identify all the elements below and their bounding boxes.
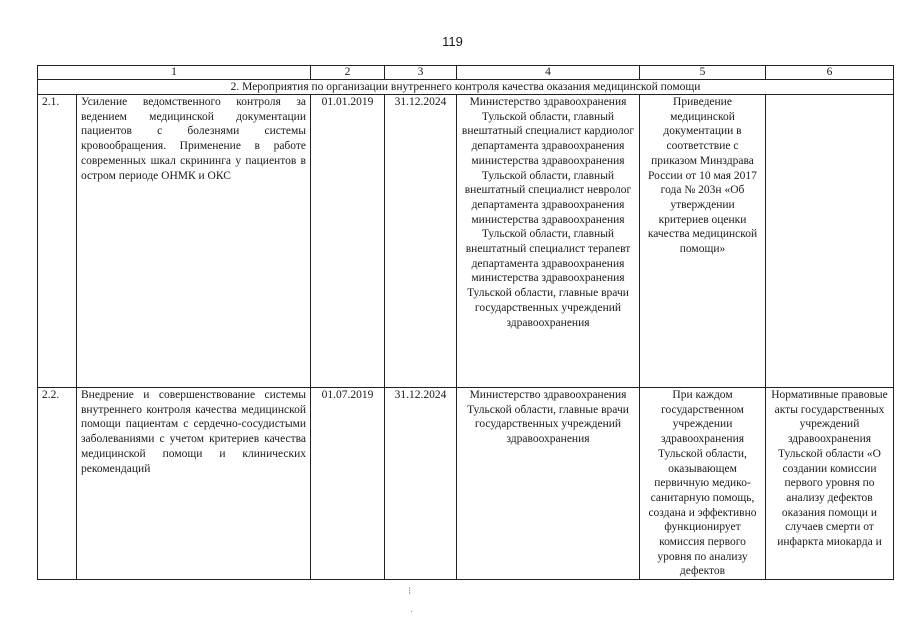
measure-text: Усиление ведомственного контроля за ведением медицинской документации пациентов с болезнями системы кровообращения. Применение в работе современных шкал скрининга у пациентов в остром периоде ОНМК и ОКС <box>77 95 311 388</box>
responsible-text: Министерство здравоохранения Тульской области, главный внештатный специалист кардиолог департамента здравоохранения министерства здравоохранения Тульской области, главный внештатный специалист невролог департамента здравоохранения министерства здравоохранения Тульской области, главный внештатный специалист терапевт департамента здравоохранения министерства здравоохранения Тульской области, главные врачи государственных учреждений здравоохранения <box>457 95 640 388</box>
responsible-text: Министерство здравоохранения Тульской области, главные врачи государственных учреждений здравоохранения <box>457 388 640 580</box>
document-text: Нормативные правовые акты государственных учреждений здравоохранения Тульской области «О создании комиссии первого уровня по анализу дефектов оказания помощи и случаев смерти от инфаркта миокарда и <box>766 388 894 580</box>
measures-table <box>37 65 894 580</box>
result-text: Приведение медицинской документации в соответствие с приказом Минздрава России от 10 мая 2017 года № 203н «Об утверждении критериев оценки качества медицинской помощи» <box>640 95 766 388</box>
column-number: 5 <box>640 66 766 80</box>
column-number: 3 <box>385 66 457 80</box>
result-text: При каждом государственном учреждении здравоохранения Тульской области, оказывающем первичную медико-санитарную помощь, создана и эффективно функционирует комиссия первого уровня по анализу дефектов <box>640 388 766 580</box>
column-number: 2 <box>311 66 385 80</box>
table-row <box>38 95 894 388</box>
item-number: 2.2. <box>38 388 77 580</box>
column-number-row <box>38 66 894 80</box>
end-date: 31.12.2024 <box>385 388 457 580</box>
section-title: 2. Мероприятия по организации внутреннего контроля качества оказания медицинской помощи <box>38 80 894 95</box>
page-number: 119 <box>442 34 463 49</box>
column-number: 6 <box>766 66 894 80</box>
scan-speck: · <box>410 606 414 617</box>
column-number: 1 <box>38 66 311 80</box>
end-date: 31.12.2024 <box>385 95 457 388</box>
measure-text: Внедрение и совершенствование системы внутреннего контроля качества медицинской помощи пациентам с сердечно-сосудистыми заболеваниями с учетом критериев качества медицинской помощи и клинических рекомендаций <box>77 388 311 580</box>
document-text <box>766 95 894 388</box>
start-date: 01.01.2019 <box>311 95 385 388</box>
table-row <box>38 388 894 580</box>
start-date: 01.07.2019 <box>311 388 385 580</box>
item-number: 2.1. <box>38 95 77 388</box>
scan-speck: ⁝ <box>408 586 412 597</box>
section-heading-row <box>38 80 894 95</box>
column-number: 4 <box>457 66 640 80</box>
